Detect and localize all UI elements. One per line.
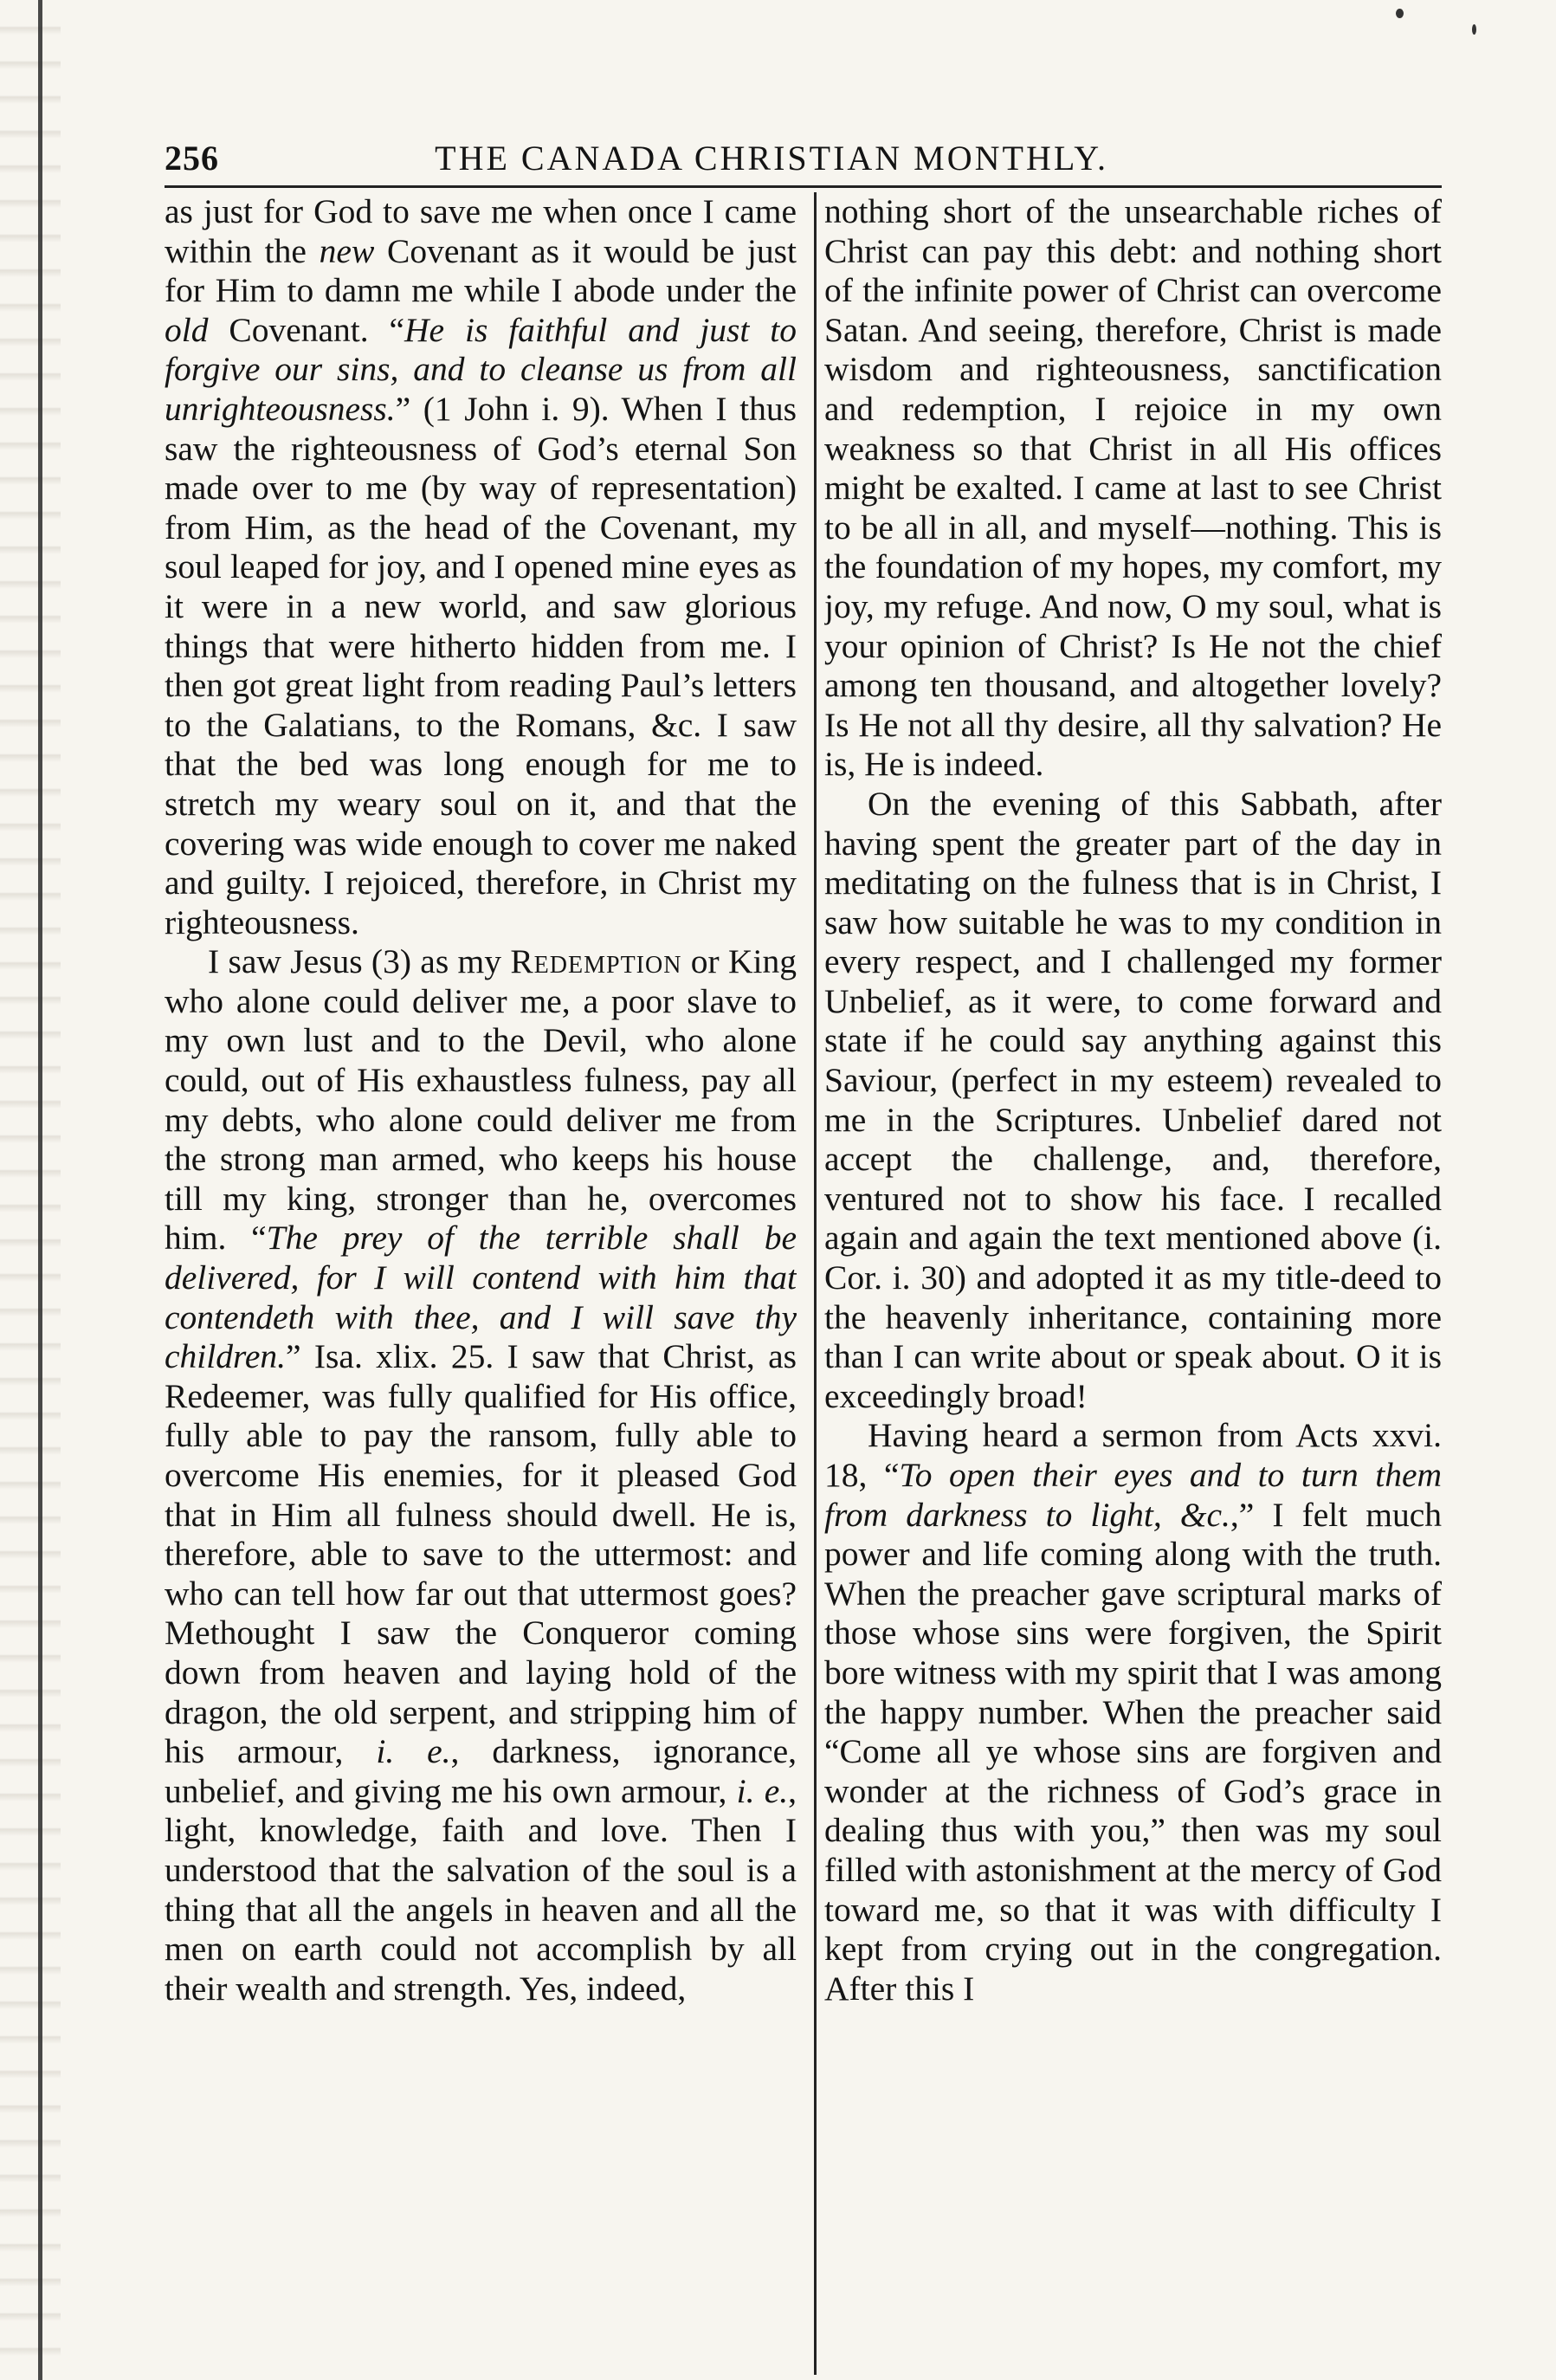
right-column	[824, 192, 1442, 2375]
italic-run: The prey of the terrible shall be delivered, for I will contend with him that contendeth with thee, and I will save thy children.	[165, 1219, 797, 1376]
italic-run: new	[319, 231, 375, 270]
italic-run: He is faithful and just to forgive our sins, and to cleanse us from all unrighteousness.	[165, 310, 797, 428]
small-caps-run: Redemption	[510, 942, 682, 981]
print-speck	[1472, 24, 1476, 35]
paragraph: nothing short of the unsearchable riches of Christ can pay this debt: and nothing short of the infinite power of Christ can overcome Satan. And seeing, therefore, Christ is made wisdom and righteousness, sanctification and redemption, I rejoice in my own weakness so that Christ in all His offices might be exalted. I came at last to see Christ to be all in all, and myself—nothing. This is the foundation of my hopes, my comfort, my joy, my refuge. And now, O my soul, what is your opinion of Christ? Is He not the chief among ten thousand, and altogether lovely? Is He not all thy desire, all thy salvation? He is, He is indeed.	[824, 192, 1442, 784]
left-column	[165, 192, 797, 2375]
italic-run: To open their eyes and to turn them from darkness to light, &c.	[824, 1456, 1442, 1534]
page-header	[165, 130, 1446, 185]
paragraph: Having heard a sermon from Acts xxvi. 18, “To open their eyes and to turn them from darkness to light, &c.,” I felt much power and life coming along with the truth. When the preacher gave scriptural marks of those whose sins were forgiven, the Spirit bore witness with my spirit that I was among the happy number. When the preacher said “Come all ye whose sins are forgiven and wonder at the richness of God’s grace in dealing thus with you,” then was my soul filled with astonishment at the mercy of God toward me, so that it was with difficulty I kept from crying out in the congregation. After this I	[824, 1416, 1442, 2008]
paragraph: I saw Jesus (3) as my Redemption or King who alone could deliver me, a poor slave to my own lust and to the Devil, who alone could, out of His exhaustless fulness, pay all my debts, who alone could deliver me from the strong man armed, who keeps his house till my king, stronger than he, overcomes him. “The prey of the terrible shall be delivered, for I will contend with him that contendeth with thee, and I will save thy children.” Isa. xlix. 25. I saw that Christ, as Redeemer, was fully qualified for His office, fully able to pay the ransom, fully able to overcome His enemies, for it pleased God that in Him all fulness should dwell. He is, therefore, able to save to the uttermost: and who can tell how far out that uttermost goes? Methought I saw the Conqueror coming down from heaven and laying hold of the dragon, the old serpent, and stripping him of his armour, i. e., darkness, ignorance, unbelief, and giving me his own armour, i. e., light, knowledge, faith and love. Then I understood that the salvation of the soul is a thing that all the angels in heaven and all the men on earth could not accomplish by all their wealth and strength. Yes, indeed,	[165, 942, 797, 2008]
page-number: 256	[165, 138, 219, 178]
column-divider	[814, 192, 817, 2375]
italic-run: old	[165, 310, 209, 349]
running-title: THE CANADA CHRISTIAN MONTHLY.	[435, 138, 1108, 178]
print-speck	[1396, 9, 1404, 18]
binding-gutter	[0, 0, 61, 2380]
header-rule	[165, 185, 1442, 188]
binding-edge-line	[38, 0, 42, 2380]
italic-run: i. e.	[376, 1732, 451, 1771]
italic-run: i. e.	[736, 1771, 789, 1810]
paragraph: as just for God to save me when once I came within the new Covenant as it would be just for Him to damn me while I abode under the old Covenant. “He is faithful and just to forgive our sins, and to cleanse us from all unrighteousness.” (1 John i. 9). When I thus saw the righteousness of God’s eternal Son made over to me (by way of representation) from Him, as the head of the Covenant, my soul leaped for joy, and I opened mine eyes as it were in a new world, and saw glorious things that were hitherto hidden from me. I then got great light from reading Paul’s letters to the Galatians, to the Romans, &c. I saw that the bed was long enough for me to stretch my weary soul on it, and that the covering was wide enough to cover me naked and guilty. I rejoiced, therefore, in Christ my righteousness.	[165, 192, 797, 941]
paragraph: On the evening of this Sabbath, after having spent the greater part of the day in meditating on the fulness that is in Christ, I saw how suitable he was to my condition in every respect, and I challenged my former Unbelief, as it were, to come forward and state if he could say anything against this Saviour, (perfect in my esteem) revealed to me in the Scriptures. Unbelief dared not accept the challenge, and, therefore, ventured not to show his face. I recalled again and again the text mentioned above (i. Cor. i. 30) and adopted it as my title-deed to the heavenly inheritance, containing more than I can write about or speak about. O it is exceedingly broad!	[824, 784, 1442, 1415]
